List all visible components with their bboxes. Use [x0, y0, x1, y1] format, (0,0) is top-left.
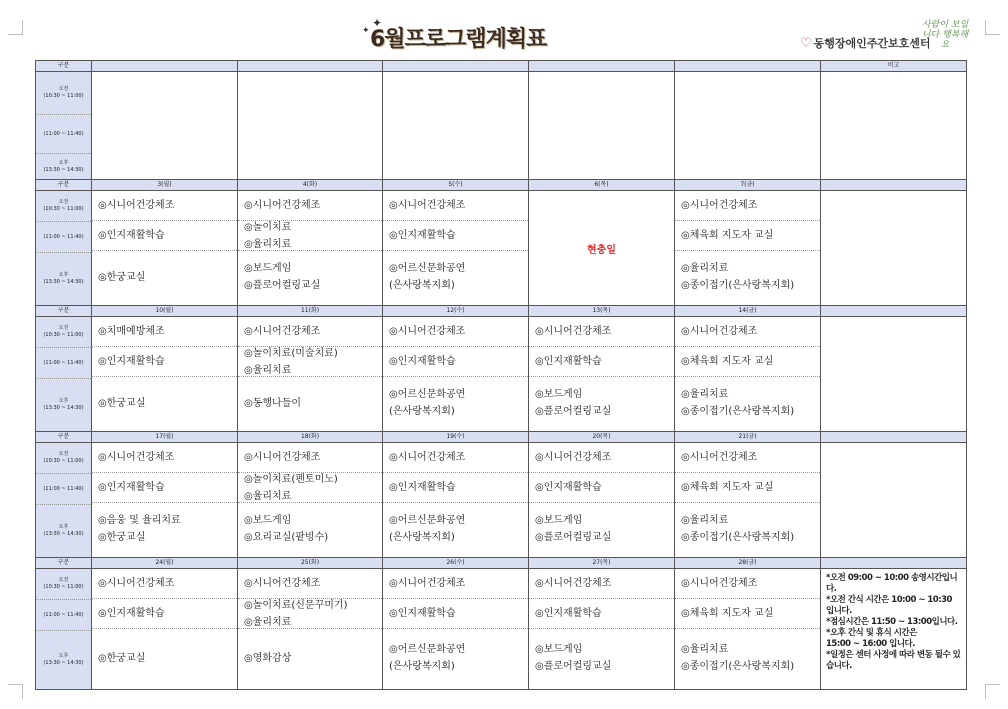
program-slot: [675, 629, 820, 687]
program-item: ◎놀이치료(미술치료): [244, 347, 338, 359]
program-slot: [383, 377, 528, 429]
program-slot: [92, 503, 237, 555]
day-cell: [238, 191, 383, 306]
time-label: (10:30 ~ 11:00): [43, 458, 84, 464]
remarks-header: [821, 558, 967, 569]
day-cell: [92, 317, 238, 432]
time-slot-labels: [36, 569, 92, 690]
schedule-row: [36, 569, 967, 690]
remarks-cell: [821, 191, 967, 306]
day-header: 27(목): [529, 558, 675, 569]
day-cell: [529, 317, 675, 432]
time-label: (13:30 ~ 14:30): [43, 405, 84, 411]
day-header: 28(금): [675, 558, 821, 569]
day-header: 10(월): [92, 306, 238, 317]
schedule-row: [36, 317, 967, 432]
program-slot: [238, 503, 382, 555]
program-slot: [675, 251, 820, 303]
program-item: ◎보드게임: [535, 515, 583, 526]
day-header: [383, 61, 529, 72]
program-slot: [92, 317, 237, 347]
program-item: ◎율리치료: [244, 616, 292, 628]
time-label: 오후: [58, 524, 69, 530]
program-item: ◎율리치료: [244, 490, 292, 502]
category-header: 구분: [36, 306, 92, 317]
remarks-cell: [821, 317, 967, 432]
program-item: ◎어르신문화공연: [389, 389, 466, 400]
program-item: ◎시니어건강체조: [681, 326, 758, 337]
time-label: (11:00 ~ 11:40): [43, 130, 84, 137]
program-slot: [383, 191, 528, 221]
program-item: ◎시니어건강체조: [535, 326, 612, 337]
notes-cell: [821, 569, 967, 690]
time-label: (11:00 ~ 11:40): [43, 485, 84, 492]
sparkle-icon: ✦: [372, 16, 383, 30]
program-slot: [238, 347, 382, 377]
crop-mark-top-right: [985, 20, 1000, 35]
program-item: ◎시니어건강체조: [389, 326, 466, 337]
program-item: ◎치매예방체조: [98, 326, 165, 337]
program-item: ◎놀이치료: [244, 221, 292, 233]
empty-cell: [383, 72, 529, 180]
program-item: ◎시니어건강체조: [244, 452, 321, 463]
organization-name: [800, 35, 931, 51]
page-title: 6월프로그램계획표: [370, 27, 547, 52]
day-cell: [675, 191, 821, 306]
time-label: 오전: [58, 577, 69, 583]
program-item: ◎어르신문화공연: [389, 515, 466, 526]
program-item: ◎시니어건강체조: [244, 326, 321, 337]
day-header: 7(금): [675, 180, 821, 191]
program-slot: [529, 569, 674, 599]
day-cell: [238, 569, 383, 690]
note-line: *오후 간식 및 휴식 시간은: [826, 628, 917, 638]
note-line: *점심시간은 11:50 ~ 13:00입니다.: [826, 617, 958, 627]
day-cell: [675, 317, 821, 432]
program-item: ◎보드게임: [244, 515, 292, 526]
program-item: ◎율리치료: [244, 238, 292, 250]
program-item: ◎시니어건강체조: [244, 578, 321, 589]
program-item: ◎인지재활학습: [535, 356, 602, 367]
program-item: ◎체육회 지도자 교실: [681, 482, 774, 493]
program-slot: [92, 377, 237, 429]
program-item: ◎종이접기(은사랑복지회): [681, 661, 795, 672]
program-item: ◎한궁교실: [98, 397, 146, 409]
program-item: ◎시니어건강체조: [681, 578, 758, 589]
day-header: 19(수): [383, 432, 529, 443]
day-header: 26(수): [383, 558, 529, 569]
day-cell: [238, 317, 383, 432]
time-label: 오후: [58, 653, 69, 659]
program-item: ◎플로어컬링교실: [535, 661, 612, 672]
program-slot: [238, 599, 382, 629]
program-item: ◎한궁교실: [98, 652, 146, 664]
program-item: ◎시니어건강체조: [98, 578, 175, 589]
program-item: ◎시니어건강체조: [98, 452, 175, 463]
program-item: ◎시니어건강체조: [681, 200, 758, 211]
day-header: [92, 61, 238, 72]
day-cell: [675, 443, 821, 558]
day-header: 17(월): [92, 432, 238, 443]
program-item: ◎인지재활학습: [535, 608, 602, 619]
program-item: ◎요리교실(팥빙수): [244, 532, 329, 543]
program-item: ◎어르신문화공연: [389, 644, 466, 655]
program-item: ◎율리치료: [681, 389, 729, 400]
program-item: ◎율리치료: [681, 515, 729, 526]
program-item: ◎인지재활학습: [98, 608, 165, 619]
program-item: (은사랑복지회): [389, 280, 455, 291]
remarks-header: [821, 306, 967, 317]
program-item: ◎종이접기(은사랑복지회): [681, 280, 795, 291]
time-label: 오전: [58, 325, 69, 331]
note-line: *오전 09:00 ~ 10:00 송영시간입니다.: [826, 573, 958, 594]
time-label: (11:00 ~ 11:40): [43, 233, 84, 240]
program-item: ◎음웅 및 율리치료: [98, 515, 181, 526]
program-slot: [529, 599, 674, 629]
sparkle-icon: ✦: [362, 26, 370, 36]
heart-logo-icon: ♡: [800, 36, 812, 51]
program-item: ◎인지재활학습: [389, 482, 456, 493]
program-item: ◎인지재활학습: [535, 482, 602, 493]
note-line: *일정은 센터 사정에 따라 변동 될수 있습니다.: [826, 650, 961, 671]
program-item: ◎시니어건강체조: [98, 200, 175, 211]
program-item: (은사랑복지회): [389, 406, 455, 417]
program-slot: [675, 221, 820, 251]
day-cell: [238, 443, 383, 558]
program-slot: [383, 599, 528, 629]
program-item: ◎체육회 지도자 교실: [681, 230, 774, 241]
organization-label: 동행장애인주간보호센터: [813, 37, 931, 50]
program-slot: [529, 347, 674, 377]
program-item: ◎체육회 지도자 교실: [681, 356, 774, 367]
empty-cell: [238, 72, 383, 180]
program-slot: [675, 191, 820, 221]
time-label: 오전: [58, 199, 69, 205]
day-cell: [383, 191, 529, 306]
time-label: (10:30 ~ 11:00): [43, 584, 84, 590]
crop-mark-bottom-right: [985, 684, 1000, 699]
category-header: 구분: [36, 61, 92, 72]
time-slot-labels: [36, 317, 92, 432]
program-slot: [92, 221, 237, 251]
schedule-row: [36, 191, 967, 306]
program-slot: [92, 629, 237, 687]
program-slot: [92, 251, 237, 303]
remarks-cell: [821, 443, 967, 558]
time-label: (11:00 ~ 11:40): [43, 359, 84, 366]
program-slot: [383, 251, 528, 303]
program-item: (은사랑복지회): [389, 532, 455, 543]
day-header: 3(월): [92, 180, 238, 191]
empty-cell: [821, 72, 967, 180]
program-slot: [383, 503, 528, 555]
time-label: (10:30 ~ 11:00): [43, 332, 84, 338]
time-label: (11:00 ~ 11:40): [43, 611, 84, 618]
day-header: 6(목): [529, 180, 675, 191]
category-header: 구분: [36, 180, 92, 191]
program-item: ◎시니어건강체조: [535, 578, 612, 589]
category-header: 구분: [36, 432, 92, 443]
program-slot: [92, 191, 237, 221]
program-item: ◎종이접기(은사랑복지회): [681, 532, 795, 543]
program-item: ◎보드게임: [535, 389, 583, 400]
day-cell: [92, 443, 238, 558]
program-item: ◎시니어건강체조: [681, 452, 758, 463]
schedule-table: [35, 60, 967, 690]
program-slot: [238, 317, 382, 347]
program-slot: [529, 443, 674, 473]
program-slot: [675, 443, 820, 473]
program-item: ◎종이접기(은사랑복지회): [681, 406, 795, 417]
program-item: ◎인지재활학습: [98, 356, 165, 367]
day-header: 18(화): [238, 432, 383, 443]
program-slot: [675, 377, 820, 429]
program-item: ◎플로어컬링교실: [244, 280, 321, 291]
time-label: (13:30 ~ 14:30): [43, 660, 84, 666]
note-line: *오전 간식 시간은 10:00 ~ 10:30 입니다.: [826, 595, 952, 616]
program-slot: [238, 251, 382, 303]
program-item: ◎인지재활학습: [389, 356, 456, 367]
program-item: ◎플로어컬링교실: [535, 532, 612, 543]
day-header: 13(목): [529, 306, 675, 317]
schedule-row: [36, 72, 967, 180]
program-item: ◎놀이치료(펜토미노): [244, 473, 338, 485]
program-slot: [529, 317, 674, 347]
time-label: 오후: [58, 272, 69, 278]
day-header: 5(수): [383, 180, 529, 191]
category-header: 구분: [36, 558, 92, 569]
program-slot: [529, 629, 674, 687]
program-slot: [383, 443, 528, 473]
day-header: 21(금): [675, 432, 821, 443]
program-item: ◎놀이치료(신문꾸미기): [244, 599, 348, 611]
program-item: ◎보드게임: [535, 644, 583, 655]
program-slot: [238, 629, 382, 687]
time-slot-labels: [36, 443, 92, 558]
remarks-header: [821, 180, 967, 191]
program-slot: [675, 503, 820, 555]
program-item: ◎동행나들이: [244, 397, 302, 409]
program-slot: [238, 569, 382, 599]
time-label: 오전: [58, 451, 69, 457]
header-row: [36, 180, 967, 191]
header-row: [36, 432, 967, 443]
empty-cell: [675, 72, 821, 180]
crop-mark-bottom-left: [8, 684, 23, 699]
time-label: (13:30 ~ 14:30): [43, 279, 84, 285]
program-item: ◎율리치료: [681, 644, 729, 655]
day-cell: [383, 569, 529, 690]
program-item: ◎플로어컬링교실: [535, 406, 612, 417]
day-cell: [529, 443, 675, 558]
program-slot: [675, 599, 820, 629]
center-logo: 사람이 보입니다 행복해요: [921, 20, 969, 50]
program-slot: [238, 377, 382, 429]
time-label: (10:30 ~ 11:00): [43, 93, 84, 99]
program-item: ◎영화감상: [244, 652, 292, 664]
day-header: 24(월): [92, 558, 238, 569]
program-item: ◎한궁교실: [98, 532, 146, 543]
program-item: ◎한궁교실: [98, 271, 146, 283]
time-label: (13:30 ~ 14:30): [43, 166, 84, 173]
empty-cell: [529, 72, 675, 180]
program-item: ◎인지재활학습: [98, 482, 165, 493]
time-slot-labels: [36, 191, 92, 306]
program-item: ◎인지재활학습: [389, 608, 456, 619]
crop-mark-top-left: [8, 20, 23, 35]
holiday-cell: 현충일: [529, 191, 675, 306]
day-header: 4(화): [238, 180, 383, 191]
header-row: [36, 61, 967, 72]
program-item: ◎시니어건강체조: [389, 452, 466, 463]
day-header: [529, 61, 675, 72]
program-slot: [383, 317, 528, 347]
program-slot: [675, 347, 820, 377]
header-row: [36, 558, 967, 569]
program-slot: [675, 473, 820, 503]
program-item: ◎어르신문화공연: [389, 263, 466, 274]
day-header: 20(목): [529, 432, 675, 443]
program-item: ◎시니어건강체조: [244, 200, 321, 211]
note-line: 15:00 ~ 16:00 입니다.: [826, 639, 915, 649]
program-item: ◎율리치료: [244, 364, 292, 376]
program-slot: [92, 347, 237, 377]
time-label: 오후: [58, 398, 69, 404]
program-slot: [383, 221, 528, 251]
program-item: ◎보드게임: [244, 263, 292, 274]
time-slot-labels: [36, 72, 92, 180]
time-label: 오후: [58, 159, 69, 166]
day-header: 14(금): [675, 306, 821, 317]
schedule-row: [36, 443, 967, 558]
day-cell: [92, 191, 238, 306]
program-slot: [92, 443, 237, 473]
day-header: 12(수): [383, 306, 529, 317]
program-slot: [238, 443, 382, 473]
time-label: (13:30 ~ 14:30): [43, 531, 84, 537]
day-cell: [675, 569, 821, 690]
program-slot: [383, 347, 528, 377]
program-slot: [529, 503, 674, 555]
program-slot: [529, 473, 674, 503]
day-header: 25(화): [238, 558, 383, 569]
program-item: (은사랑복지회): [389, 661, 455, 672]
day-cell: [92, 569, 238, 690]
program-item: ◎인지재활학습: [98, 230, 165, 241]
time-label: 오전: [58, 86, 69, 92]
program-slot: [529, 377, 674, 429]
program-slot: [383, 473, 528, 503]
day-cell: [383, 317, 529, 432]
program-item: ◎시니어건강체조: [389, 200, 466, 211]
program-item: ◎인지재활학습: [389, 230, 456, 241]
time-label: (10:30 ~ 11:00): [43, 206, 84, 212]
program-slot: [238, 221, 382, 251]
program-slot: [238, 191, 382, 221]
day-header: [238, 61, 383, 72]
program-slot: [383, 629, 528, 687]
day-header: [675, 61, 821, 72]
remarks-header: 비고: [821, 61, 967, 72]
day-header: 11(화): [238, 306, 383, 317]
day-cell: [383, 443, 529, 558]
program-item: ◎시니어건강체조: [535, 452, 612, 463]
program-slot: [675, 317, 820, 347]
program-slot: [92, 599, 237, 629]
program-slot: [92, 473, 237, 503]
program-slot: [675, 569, 820, 599]
remarks-header: [821, 432, 967, 443]
header-row: [36, 306, 967, 317]
program-item: ◎체육회 지도자 교실: [681, 608, 774, 619]
program-item: ◎시니어건강체조: [389, 578, 466, 589]
program-slot: [92, 569, 237, 599]
program-slot: [383, 569, 528, 599]
program-slot: [238, 473, 382, 503]
empty-cell: [92, 72, 238, 180]
program-item: ◎율리치료: [681, 263, 729, 274]
day-cell: [529, 569, 675, 690]
